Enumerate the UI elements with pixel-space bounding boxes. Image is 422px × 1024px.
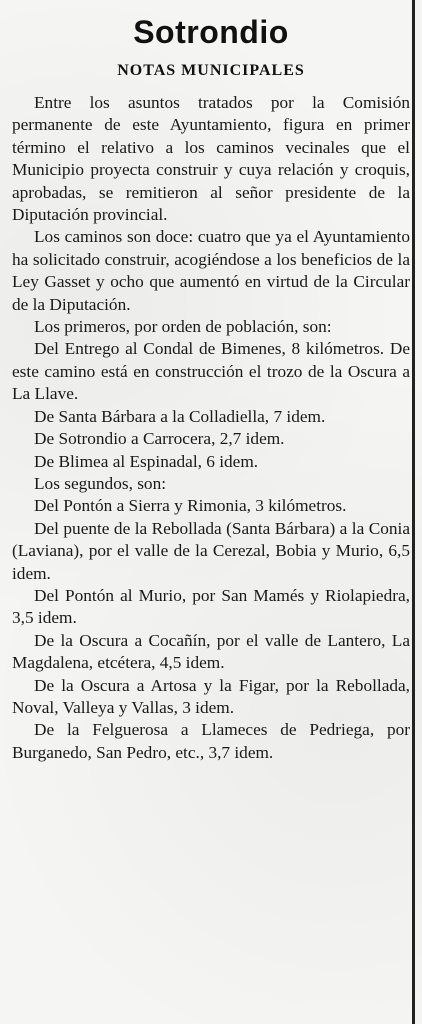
article-subheading: NOTAS MUNICIPALES <box>117 62 305 79</box>
article-body <box>12 92 410 764</box>
paragraph-caminos-count: Los caminos son doce: cuatro que ya el Ayuntamiento ha solicitado construir, acogiéndose a los beneficios de la Ley Gasset y ocho que aumentó en virtud de la Circular de la Diputación. <box>12 227 410 314</box>
list-item-camino-oscura-artosa: De la Oscura a Artosa y la Figar, por la Rebollada, Noval, Valleya y Vallas, 3 idem. <box>12 675 410 717</box>
article-headline: Sotrondio <box>133 14 289 50</box>
list-item-camino-ponton-sierra: Del Pontón a Sierra y Rimonia, 3 kilómetros. <box>34 496 347 516</box>
list-item-camino-ponton-murio: Del Pontón al Murio, por San Mamés y Riolapiedra, 3,5 idem. <box>12 585 410 628</box>
article-column <box>12 12 410 764</box>
list-item-camino-felguerosa: De la Felguerosa a Llameces de Pedriega, por Burganedo, San Pedro, etc., 3,7 idem. <box>12 720 410 762</box>
paragraph-segundos-heading: Los segundos, son: <box>34 473 167 493</box>
list-item-camino-blimea: De Blimea al Espinadal, 6 idem. <box>34 451 259 471</box>
paragraph-intro: Entre los asuntos tratados por la Comisión permanente de este Ayuntamiento, figura en primer término el relativo a los caminos vecinales que el Municipio proyecta construir y cuya relación y croquis, aprobadas, se remitieron al señor presidente de la Diputación provincial. <box>12 93 410 225</box>
paragraph-primeros-heading: Los primeros, por orden de población, son: <box>34 317 332 337</box>
list-item-camino-sotrondio: De Sotrondio a Carrocera, 2,7 idem. <box>34 429 285 449</box>
list-item-camino-santa-barbara: De Santa Bárbara a la Colladiella, 7 idem. <box>34 406 326 426</box>
column-divider-rule <box>412 0 415 1024</box>
list-item-camino-rebollada-conia: Del puente de la Rebollada (Santa Bárbara) a la Conia (Laviana), por el valle de la Cerezal, Bobia y Murio, 6,5 idem. <box>12 518 410 583</box>
list-item-camino-oscura-cocanin: De la Oscura a Cocañín, por el valle de Lantero, La Magdalena, etcétera, 4,5 idem. <box>12 630 410 673</box>
list-item-camino-entrego: Del Entrego al Condal de Bimenes, 8 kilómetros. De este camino está en construcción el trozo de la Oscura a La Llave. <box>12 339 410 404</box>
